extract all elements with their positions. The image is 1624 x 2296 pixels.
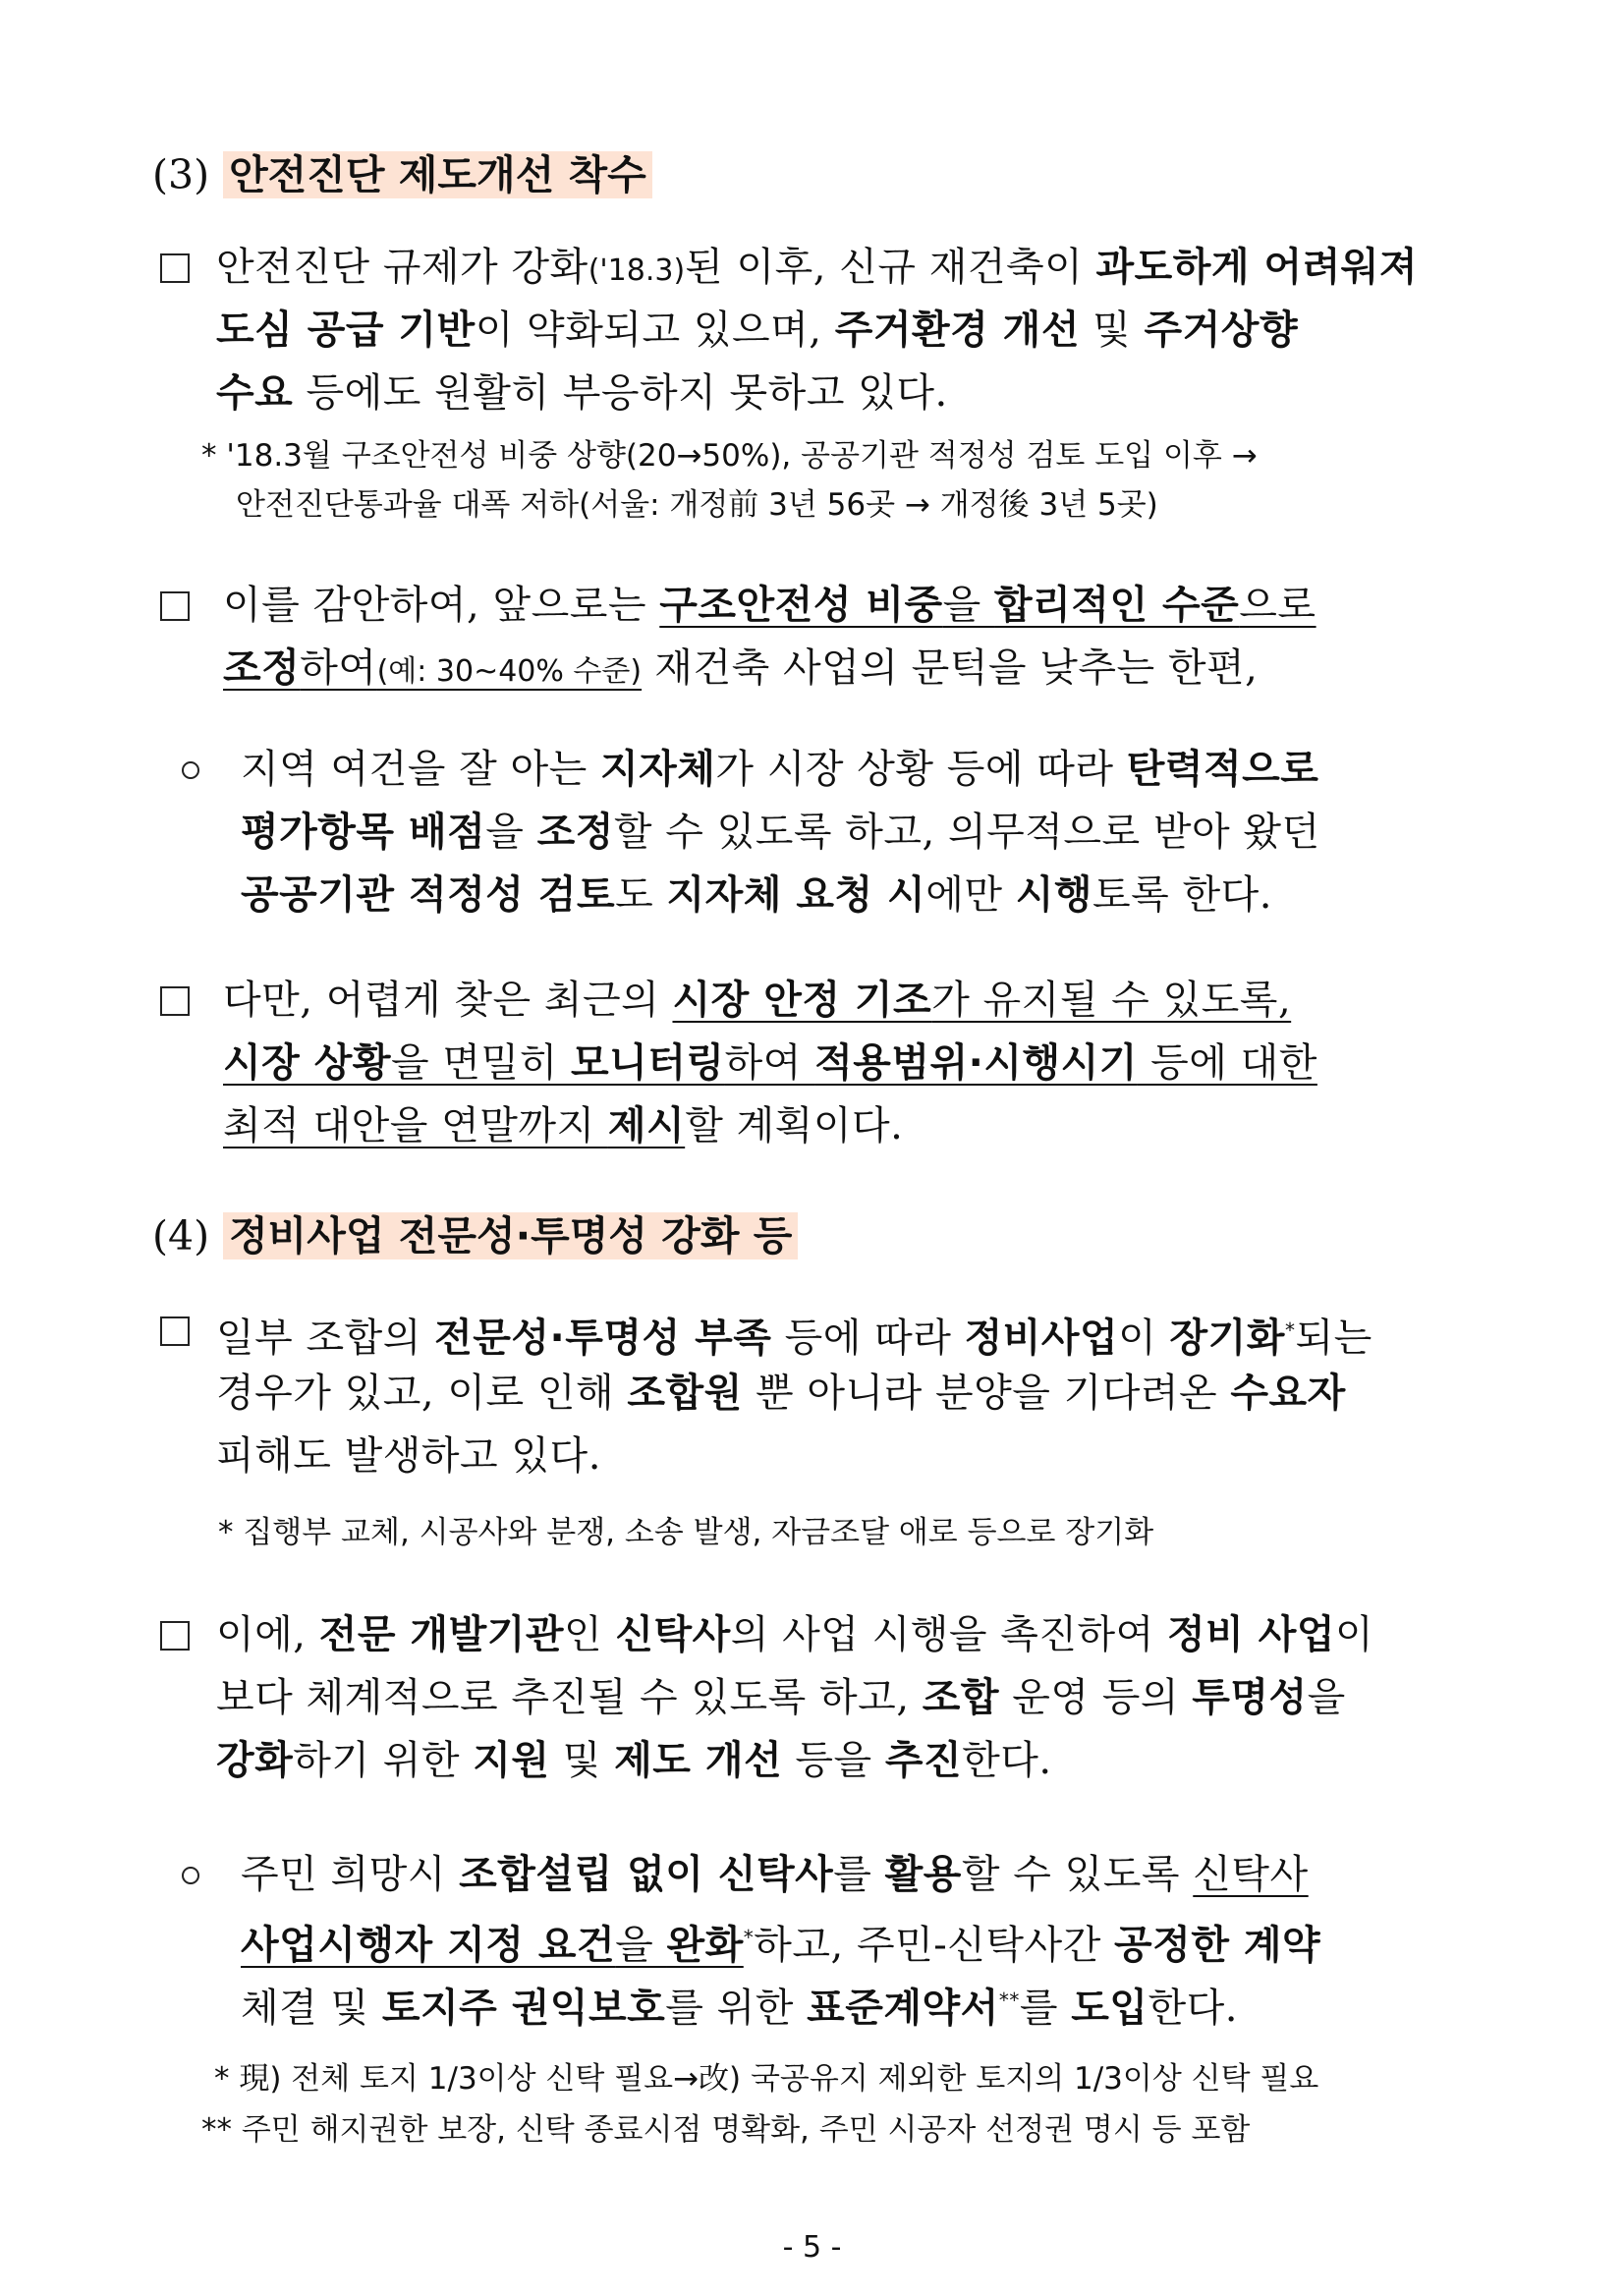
- checkbox-bullet-icon: [160, 253, 190, 283]
- section-heading-3: (3) 안전진단 제도개선 착수: [152, 147, 652, 202]
- text-line: 일부 조합의 전문성·투명성 부족 등에 따라 정비사업이 장기화*되는: [216, 1316, 1372, 1361]
- text-line: 수요 등에도 원활히 부응하지 못하고 있다.: [216, 370, 948, 416]
- footnote-line: * 집행부 교체, 시공사와 분쟁, 소송 발생, 자금조달 애로 등으로 장기화: [218, 1515, 1154, 1550]
- circle-bullet-icon: [182, 1867, 199, 1884]
- text-line: 조정하여(예: 30~40% 수준) 재건축 사업의 문턱을 낮추는 한편,: [223, 645, 1259, 691]
- text-line: 이를 감안하여, 앞으로는 구조안전성 비중을 합리적인 수준으로: [223, 583, 1316, 628]
- text-line: 주민 희망시 조합설립 없이 신탁사를 활용할 수 있도록 신탁사: [241, 1852, 1309, 1897]
- footnote-line: 안전진단통과율 대폭 저하(서울: 개정前 3년 56곳 → 개정後 3년 5곳): [236, 487, 1158, 523]
- text-line: 강화하기 위한 지원 및 제도 개선 등을 추진한다.: [216, 1738, 1052, 1783]
- footnote-line: * '18.3월 구조안전성 비중 상향(20→50%), 공공기관 적정성 검토 도입 이후 →: [201, 438, 1258, 474]
- text-line: 도심 공급 기반이 약화되고 있으며, 주거환경 개선 및 주거상향: [216, 308, 1299, 353]
- text-line: 이에, 전문 개발기관인 신탁사의 사업 시행을 촉진하여 정비 사업이: [216, 1612, 1374, 1657]
- text-line: 최적 대안을 연말까지 제시할 계획이다.: [223, 1103, 904, 1148]
- text-line: 사업시행자 지정 요건을 완화*하고, 주민-신탁사간 공정한 계약: [241, 1923, 1321, 1968]
- text-line: 다만, 어렵게 찾은 최근의 시장 안정 기조가 유지될 수 있도록,: [223, 978, 1292, 1023]
- text-line: 경우가 있고, 이로 인해 조합원 뿐 아니라 분양을 기다려온 수요자: [216, 1371, 1346, 1416]
- section-heading-4: (4) 정비사업 전문성·투명성 강화 등: [152, 1208, 798, 1263]
- checkbox-bullet-icon: [160, 1621, 190, 1651]
- text-line: 보다 체계적으로 추진될 수 있도록 하고, 조합 운영 등의 투명성을: [216, 1675, 1346, 1720]
- text-line: 평가항목 배점을 조정할 수 있도록 하고, 의무적으로 받아 왔던: [241, 810, 1320, 855]
- text-line: 체결 및 토지주 권익보호를 위한 표준계약서**를 도입한다.: [241, 1986, 1238, 2031]
- footnote-line: ** 주민 해지권한 보장, 신탁 종료시점 명확화, 주민 시공자 선정권 명시 등 포함: [201, 2112, 1251, 2148]
- page-number: - 5 -: [782, 2230, 842, 2265]
- text-line: 피해도 발생하고 있다.: [216, 1433, 601, 1479]
- checkbox-bullet-icon: [160, 591, 190, 621]
- checkbox-bullet-icon: [160, 1316, 190, 1346]
- text-line: 시장 상황을 면밀히 모니터링하여 적용범위·시행시기 등에 대한: [223, 1040, 1317, 1086]
- text-line: 안전진단 규제가 강화('18.3)된 이후, 신규 재건축이 과도하게 어려워져: [216, 245, 1419, 290]
- text-line: 공공기관 적정성 검토도 지자체 요청 시에만 시행토록 한다.: [241, 872, 1272, 918]
- circle-bullet-icon: [182, 761, 199, 779]
- footnote-line: * 現) 전체 토지 1/3이상 신탁 필요→改) 국공유지 제외한 토지의 1/3이상 신탁 필요: [214, 2061, 1319, 2097]
- text-line: 지역 여건을 잘 아는 지자체가 시장 상황 등에 따라 탄력적으로: [241, 747, 1319, 792]
- checkbox-bullet-icon: [160, 986, 190, 1016]
